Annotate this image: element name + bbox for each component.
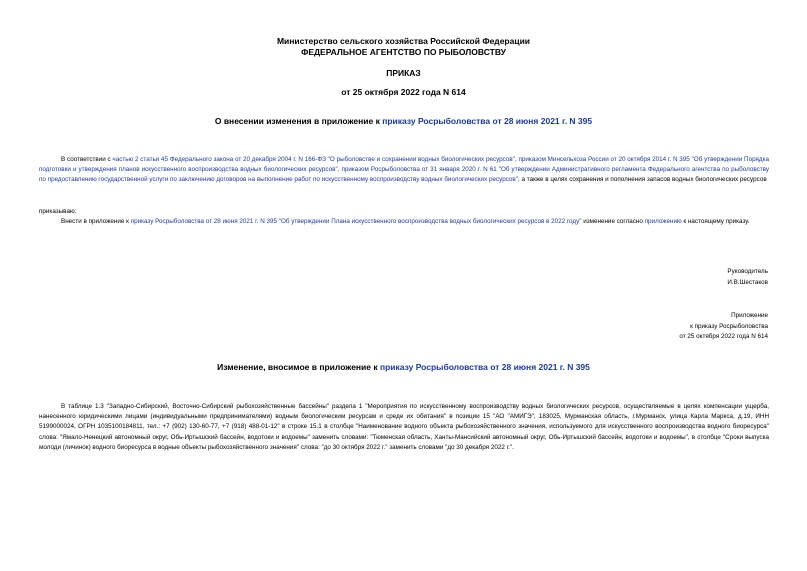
ministry-heading: Министерство сельского хозяйства Российской Федерации (276, 36, 531, 46)
preamble-paragraph (39, 155, 769, 186)
order-395-link[interactable]: приказу Росрыболовства от 28 июня 2021 г. N 395 "Об утверждении Плана искусственного воспроизводства водных биологических ресурсов в 2022 году" (130, 218, 582, 225)
change-title-text: Изменение, вносимое в приложение к (217, 362, 380, 372)
appendix-label: Приложение (731, 312, 768, 319)
appendix-reference (679, 311, 768, 343)
order-paragraph (39, 217, 769, 227)
change-body: В таблице 1.3 "Западно-Сибирский, Восточно-Сибирский рыбохозяйственные бассейны" раздела 1 "Мероприятия по искусственному воспроизводству водных биологических ресурсов, осуществляемые в целях компенсации ущерба, нанесенного юридическими лицами (индивидуальными предпринимателями) водным биологическим ресурсам и среде их обитания" в позиции 15 "АО "АМИГЭ", 183025, Мурманская область, г.Мурманск, улица Карла Маркса, д.19, ИНН 5199000024, ОГРН 1035100184811, тел.: +7 (902) 130-60-77, +7 (918) 488-01-12" в строке 15.1 в столбце "Наименование водного объекта рыбохозяйственного значения, используемого для искусственного воспроизводства водного биоресурса" слова: "Ямало-Ненецкий автономный округ, Обь-Иртышский бассейн, водотоки и водоемы" заменить словами: "Тюменская область, Ханты-Мансийский автономный округ, Обь-Иртышский бассейн, водотоки и водоемы", в столбце "Сроки выпуска молоди (личинок) водного биоресурса в водные объекты рыбохозяйственного значения" слова: "до 30 октября 2022 г." заменить словами "до 30 декабря 2022 г.". (39, 403, 769, 451)
order-date-number: от 25 октября 2022 года N 614 (341, 87, 466, 97)
order-title-link[interactable]: приказу Росрыболовства от 28 июня 2021 г. N 395 (382, 116, 593, 126)
order-title-text: О внесении изменения в приложение к (214, 116, 383, 126)
preamble-text-1: В соответствии с (61, 156, 113, 163)
document-type: ПРИКАЗ (386, 68, 421, 78)
appendix-order-ref: к приказу Росрыболовства (690, 322, 768, 330)
appendix-link[interactable]: приложению (644, 218, 682, 225)
order-title (0, 116, 807, 126)
order-word: приказываю: (39, 208, 77, 215)
appendix-date: от 25 октября 2022 года N 614 (679, 333, 768, 340)
change-title (0, 362, 807, 372)
signature-block (727, 267, 768, 288)
agency-heading: ФЕДЕРАЛЬНОЕ АГЕНТСТВО ПО РЫБОЛОВСТВУ (301, 47, 506, 57)
preamble-text-2: , приказом Минсельхоза России от 20 октября 2014 г. N 395 "Об утверждении Порядка подготовки и утверждения планов искусственного воспроизводства водных биологических ресурсов", приказом Росрыболовства от 31 января 2020 г. N 61 "Об утверждении Административного регламента Федерального агентства по рыболовству по предоставлению государственной услуги по заключению договоров на выполнение работ по искусственному воспроизводству водных биологических ресурсов" (39, 156, 769, 184)
signature-name: И.В.Шестаков (727, 278, 768, 286)
order-text-1: Внести в приложение к (61, 218, 131, 225)
signature-role: Руководитель (727, 268, 768, 275)
change-title-link[interactable]: приказу Росрыболовства от 28 июня 2021 г. N 395 (379, 362, 590, 372)
preamble-text-3: , а также в целях сохранения и пополнения запасов водных биологических ресурсов (518, 176, 767, 184)
order-text-2: изменение согласно (581, 218, 645, 225)
order-text-3: к настоящему приказу. (681, 218, 750, 225)
law-link[interactable]: частью 2 статьи 45 Федерального закона от 20 декабря 2004 г. N 166-ФЗ "О рыболовстве и сохранении водных биологических ресурсов" (112, 156, 515, 163)
